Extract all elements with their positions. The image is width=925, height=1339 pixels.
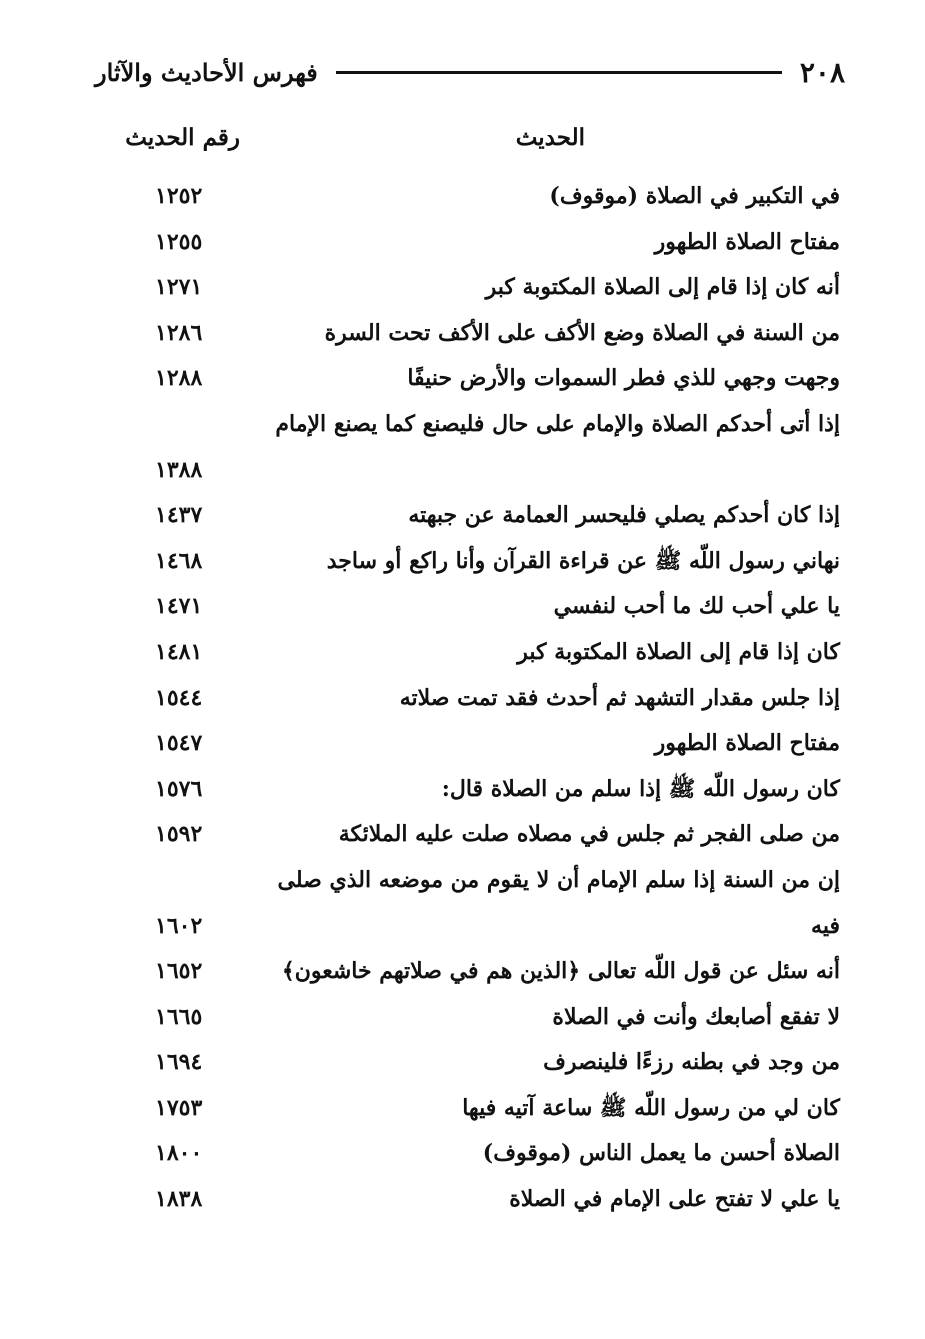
hadith-number: ١٦٩٤: [155, 1049, 203, 1076]
section-title: فهرس الأحاديث والآثار: [95, 57, 318, 87]
hadith-text: الصلاة أحسن ما يعمل الناس (موقوف): [482, 1140, 840, 1167]
index-row: [0, 265, 925, 311]
hadith-text: في التكبير في الصلاة (موقوف): [549, 183, 840, 209]
hadith-text: لا تفقع أصابعك وأنت في الصلاة: [552, 1003, 840, 1030]
index-row: [0, 630, 925, 676]
index-row: [0, 767, 925, 813]
hadith-text: إذا جلس مقدار التشهد ثم أحدث فقد تمت صلاته: [399, 684, 840, 711]
hadith-number: ١٢٥٢: [155, 183, 203, 209]
hadith-number: ١٤٣٧: [155, 502, 203, 529]
index-row: [0, 721, 925, 767]
hadith-number: ١٤٨١: [155, 638, 203, 665]
hadith-number: ١٦٥٢: [155, 958, 203, 985]
index-row: [0, 1177, 925, 1223]
hadith-text: إذا كان أحدكم يصلي فليحسر العمامة عن جبهته: [408, 502, 840, 529]
hadith-number: ١٥٧٦: [155, 775, 203, 802]
column-heading-hadith: الحديث: [515, 124, 585, 151]
index-row: [0, 1040, 925, 1086]
index-row: [0, 220, 925, 266]
hadith-number: ١٧٥٣: [155, 1094, 203, 1121]
hadith-text: إن من السنة إذا سلم الإمام أن لا يقوم من موضعه الذي صلى فيه: [277, 866, 840, 939]
hadith-number: ١٨٣٨: [155, 1186, 203, 1213]
hadith-number: ١٤٦٨: [155, 547, 203, 574]
index-row: [0, 311, 925, 357]
hadith-number: ١٢٨٨: [155, 365, 203, 392]
hadith-number: ١٥٩٢: [155, 821, 203, 848]
hadith-number: ١٦٠٢: [155, 912, 203, 939]
hadith-text: يا علي لا تفتح على الإمام في الصلاة: [509, 1186, 840, 1213]
index-row: [0, 174, 925, 220]
index-row: [0, 402, 925, 493]
hadith-text: من السنة في الصلاة وضع الأكف على الأكف تحت السرة: [324, 319, 840, 346]
hadith-text: مفتاح الصلاة الطهور: [654, 228, 840, 255]
index-row: [0, 676, 925, 722]
index-row: [0, 584, 925, 630]
hadith-text: أنه كان إذا قام إلى الصلاة المكتوبة كبر: [485, 274, 840, 301]
hadith-text: نهاني رسول اللّه ﷺ عن قراءة القرآن وأنا راكع أو ساجد: [326, 547, 840, 574]
index-row: [0, 493, 925, 539]
hadith-number: ١٣٨٨: [155, 456, 203, 483]
index-row: [0, 995, 925, 1041]
index-row: [0, 812, 925, 858]
index-row: [0, 1086, 925, 1132]
hadith-number: ١٤٧١: [155, 593, 203, 620]
hadith-text: كان رسول اللّه ﷺ إذا سلم من الصلاة قال:: [441, 775, 840, 802]
index-row: [0, 858, 925, 949]
hadith-text: وجهت وجهي للذي فطر السموات والأرض حنيفًا: [407, 365, 840, 392]
hadith-text: أنه سئل عن قول اللّه تعالى ﴿الذين هم في صلاتهم خاشعون﴾: [281, 958, 840, 985]
hadith-number: ١٢٧١: [155, 274, 203, 301]
hadith-text: من وجد في بطنه رزءًا فلينصرف: [543, 1049, 840, 1076]
index-row: [0, 356, 925, 402]
hadith-number: ١٢٨٦: [155, 319, 203, 346]
running-header: [95, 52, 845, 92]
hadith-index-list: [0, 174, 925, 1223]
column-heading-number: رقم الحديث: [125, 124, 240, 151]
hadith-number: ١٢٥٥: [155, 228, 203, 255]
hadith-text: كان لي من رسول اللّه ﷺ ساعة آتيه فيها: [462, 1094, 840, 1121]
hadith-number: ١٨٠٠: [155, 1140, 203, 1167]
index-row: [0, 949, 925, 995]
hadith-text: يا علي أحب لك ما أحب لنفسي: [553, 593, 840, 620]
header-rule: [336, 71, 782, 74]
hadith-text: إذا أتى أحدكم الصلاة والإمام على حال فليصنع كما يصنع الإمام: [275, 410, 840, 437]
hadith-number: ١٥٤٧: [155, 730, 203, 757]
hadith-text: مفتاح الصلاة الطهور: [654, 730, 840, 757]
hadith-text: من صلى الفجر ثم جلس في مصلاه صلت عليه الملائكة: [338, 821, 840, 848]
hadith-number: ١٦٦٥: [155, 1003, 203, 1030]
hadith-number: ١٥٤٤: [155, 684, 203, 711]
index-row: [0, 1131, 925, 1177]
hadith-text: كان إذا قام إلى الصلاة المكتوبة كبر: [517, 638, 840, 665]
index-row: [0, 539, 925, 585]
page-number: ٢٠٨: [799, 55, 845, 89]
